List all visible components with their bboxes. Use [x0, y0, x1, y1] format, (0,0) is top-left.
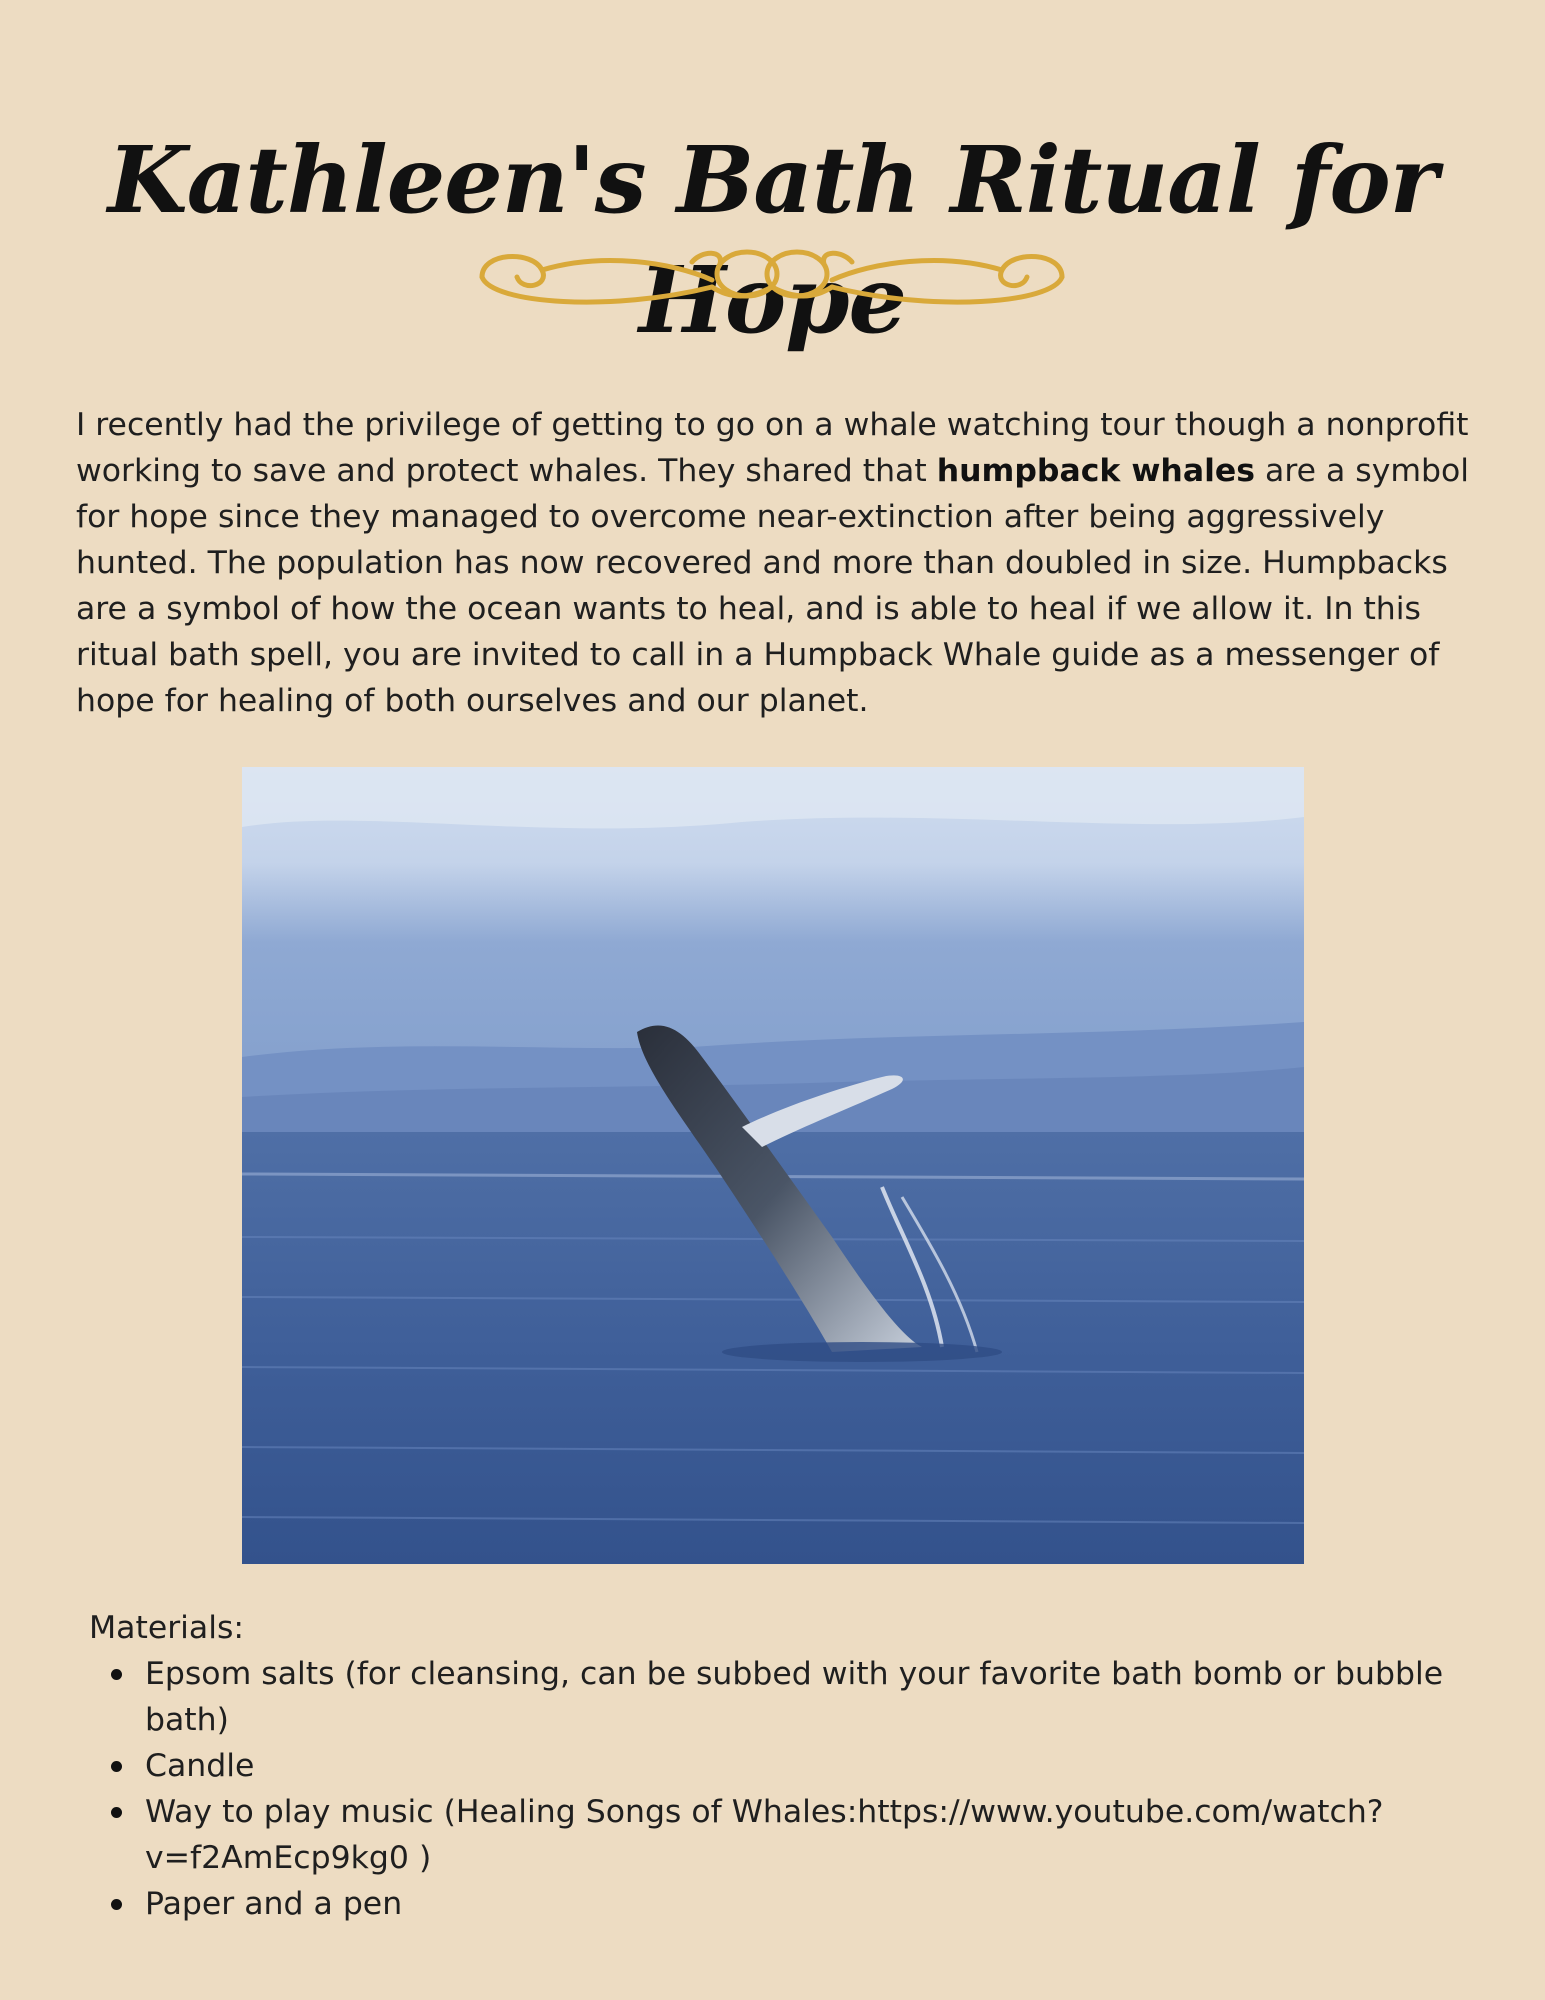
intro-emphasis: humpback whales: [936, 453, 1256, 489]
materials-item-text: Candle: [145, 1748, 255, 1784]
materials-list: [89, 1651, 1489, 1927]
intro-text-end: are a symbol for hope since they managed to overcome near-extinction after being aggressively hunted. The population has now recovered and more than doubled in size. Humpbacks are a symbol of how the ocean wants to heal, and is able to heal if we allow it. In this ritual bath spell, you are invited to call in a Humpback Whale guide as a messenger of hope for healing of both ourselves and our planet.: [76, 453, 1470, 719]
materials-item-text: Way to play music (Healing Songs of Whales:https://www.youtube.com/watch?v=f2AmEcp9kg0 ): [145, 1794, 1384, 1876]
page-title: Kathleen's Bath Ritual for Hope: [107, 125, 1438, 354]
intro-text-start: I recently had the privilege of getting to go on a whale watching tour though a nonprofit working to save and protect whales. They shared that: [76, 407, 1469, 489]
list-item: [89, 1651, 1489, 1743]
list-item: [89, 1789, 1489, 1881]
bullet-icon: [111, 1899, 122, 1910]
intro-paragraph: [76, 402, 1476, 724]
ornamental-divider: [462, 232, 1082, 322]
bullet-icon: [111, 1669, 122, 1680]
materials-item-text: Epsom salts (for cleansing, can be subbed with your favorite bath bomb or bubble bath): [145, 1656, 1444, 1738]
humpback-whale-photo: [242, 767, 1304, 1564]
bullet-icon: [111, 1761, 122, 1772]
list-item: [89, 1743, 1489, 1789]
materials-item-text: Paper and a pen: [145, 1886, 403, 1922]
materials-heading: Materials:: [89, 1610, 244, 1646]
list-item: [89, 1881, 1489, 1927]
bullet-icon: [111, 1807, 122, 1818]
